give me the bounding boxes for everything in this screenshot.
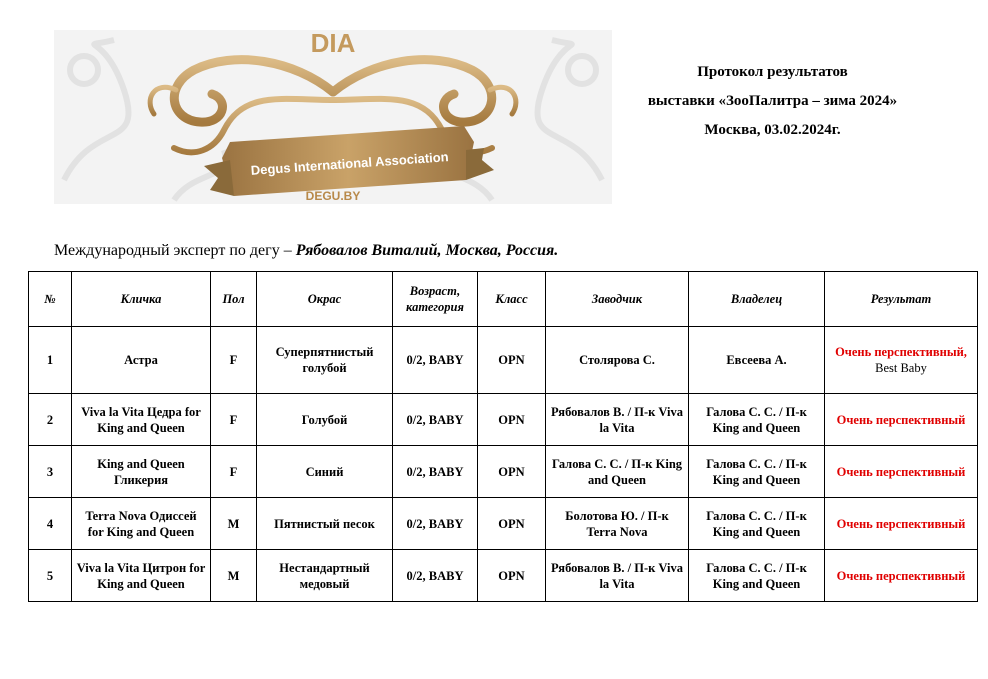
cell-result bbox=[825, 498, 978, 550]
expert-name: Рябовалов Виталий, Москва, Россия. bbox=[295, 242, 559, 259]
result-text: Очень перспективный bbox=[836, 464, 966, 479]
header-breeder: Заводчик bbox=[546, 272, 689, 327]
header-class: Класс bbox=[478, 272, 546, 327]
results-table bbox=[28, 271, 978, 602]
cell-sex: M bbox=[211, 498, 257, 550]
site-text: DEGU.BY bbox=[305, 189, 361, 203]
cell-age: 0/2, BABY bbox=[393, 550, 478, 602]
header-owner: Владелец bbox=[689, 272, 825, 327]
cell-owner: Галова С. С. / П-к King and Queen bbox=[689, 446, 825, 498]
table-row bbox=[29, 327, 978, 394]
cell-color: Синий bbox=[257, 446, 393, 498]
cell-sex: F bbox=[211, 327, 257, 394]
table-row bbox=[29, 394, 978, 446]
cell-num: 3 bbox=[29, 446, 72, 498]
ribbon-text: Degus International Association bbox=[250, 149, 450, 178]
cell-class: OPN bbox=[478, 394, 546, 446]
table-row bbox=[29, 446, 978, 498]
cell-color: Нестандартный медовый bbox=[257, 550, 393, 602]
result-text: Очень перспективный bbox=[836, 568, 966, 583]
header-result: Результат bbox=[825, 272, 978, 327]
cell-breeder: Рябовалов В. / П-к Viva la Vita bbox=[546, 550, 689, 602]
cell-breeder: Рябовалов В. / П-к Viva la Vita bbox=[546, 394, 689, 446]
cell-name: Viva la Vita Цитрон for King and Queen bbox=[72, 550, 211, 602]
table-header-row bbox=[29, 272, 978, 327]
result-text: Очень перспективный bbox=[836, 516, 966, 531]
cell-age: 0/2, BABY bbox=[393, 498, 478, 550]
result-text: Очень перспективный bbox=[836, 412, 966, 427]
dia-logo bbox=[54, 30, 612, 204]
expert-line bbox=[54, 242, 558, 260]
cell-age: 0/2, BABY bbox=[393, 327, 478, 394]
cell-num: 2 bbox=[29, 394, 72, 446]
cell-sex: M bbox=[211, 550, 257, 602]
cell-num: 5 bbox=[29, 550, 72, 602]
cell-sex: F bbox=[211, 446, 257, 498]
title-line-2: выставки «ЗооПалитра – зима 2024» bbox=[647, 93, 898, 109]
cell-owner: Евсеева А. bbox=[689, 327, 825, 394]
cell-name: King and Queen Гликерия bbox=[72, 446, 211, 498]
cell-color: Суперпятнистый голубой bbox=[257, 327, 393, 394]
title-line-1: Протокол результатов bbox=[697, 64, 848, 80]
table-row bbox=[29, 550, 978, 602]
cell-age: 0/2, BABY bbox=[393, 446, 478, 498]
cell-owner: Галова С. С. / П-к King and Queen bbox=[689, 550, 825, 602]
cell-result bbox=[825, 550, 978, 602]
cell-result bbox=[825, 394, 978, 446]
cell-class: OPN bbox=[478, 550, 546, 602]
cell-color: Пятнистый песок bbox=[257, 498, 393, 550]
cell-owner: Галова С. С. / П-к King and Queen bbox=[689, 498, 825, 550]
header-name: Кличка bbox=[72, 272, 211, 327]
result-text: Очень перспективный, bbox=[835, 345, 967, 359]
cell-class: OPN bbox=[478, 498, 546, 550]
cell-result bbox=[825, 446, 978, 498]
expert-prefix: Международный эксперт по дегу – bbox=[54, 242, 296, 259]
cell-sex: F bbox=[211, 394, 257, 446]
dia-brand-text: DIA bbox=[310, 30, 356, 58]
cell-num: 4 bbox=[29, 498, 72, 550]
cell-name: Viva la Vita Цедра for King and Queen bbox=[72, 394, 211, 446]
cell-name: Terra Nova Одиссей for King and Queen bbox=[72, 498, 211, 550]
cell-breeder: Болотова Ю. / П-к Terra Nova bbox=[546, 498, 689, 550]
cell-class: OPN bbox=[478, 327, 546, 394]
header-age: Возраст, категория bbox=[393, 272, 478, 327]
cell-age: 0/2, BABY bbox=[393, 394, 478, 446]
cell-breeder: Галова С. С. / П-к King and Queen bbox=[546, 446, 689, 498]
title-line-3: Москва, 03.02.2024г. bbox=[704, 122, 841, 138]
cell-num: 1 bbox=[29, 327, 72, 394]
header-sex: Пол bbox=[211, 272, 257, 327]
cell-color: Голубой bbox=[257, 394, 393, 446]
table-row bbox=[29, 498, 978, 550]
cell-result bbox=[825, 327, 978, 394]
cell-class: OPN bbox=[478, 446, 546, 498]
result-extra-text: Best Baby bbox=[875, 361, 927, 375]
header-num: № bbox=[29, 272, 72, 327]
document-title bbox=[620, 58, 925, 145]
cell-owner: Галова С. С. / П-к King and Queen bbox=[689, 394, 825, 446]
cell-breeder: Столярова С. bbox=[546, 327, 689, 394]
dia-logo-graphic bbox=[54, 30, 612, 204]
header-color: Окрас bbox=[257, 272, 393, 327]
cell-name: Астра bbox=[72, 327, 211, 394]
